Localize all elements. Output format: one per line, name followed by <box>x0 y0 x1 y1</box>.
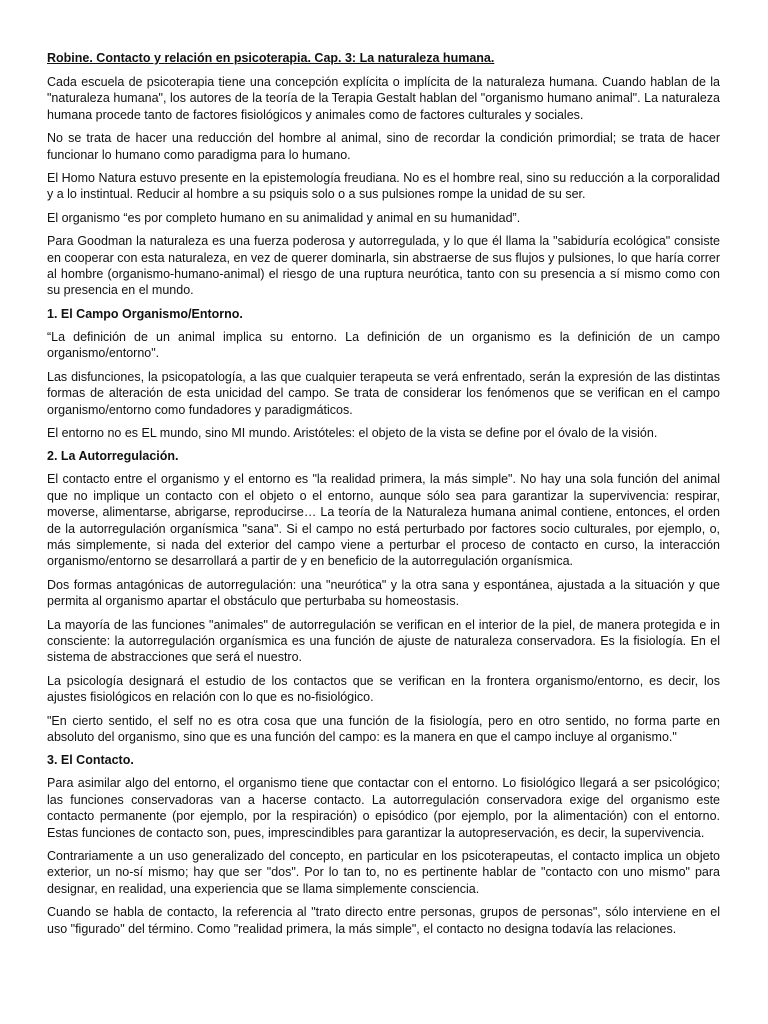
intro-paragraph-1: Cada escuela de psicoterapia tiene una concepción explícita o implícita de la naturaleza humana. Cuando hablan de la "naturaleza humana", los autores de la teoría de la Terapia Gestalt hablan del "organismo humano animal". La naturaleza humana procede tanto de factores fisiológicos y animales como de factores culturales y sociales. <box>47 75 720 122</box>
section-1-paragraph-2: Las disfunciones, la psicopatología, a las que cualquier terapeuta se verá enfrentado, serán la expresión de las distintas formas de alteración de esta unicidad del campo. Se trata de considerar los fenómenos que se verifican en el campo organismo/entorno como fundadores y paradigmáticos. <box>47 369 720 417</box>
section-1-paragraph-3: El entorno no es EL mundo, sino MI mundo. Aristóteles: el objeto de la vista se define por el óvalo de la visión. <box>47 425 658 440</box>
section-2-paragraph-4: La psicología designará el estudio de los contactos que se verifican en la frontera organismo/entorno, es decir, los ajustes fisiológicos en relación con lo que es no-fisiológico. <box>47 673 720 705</box>
intro-paragraph-4: El organismo “es por completo humano en su animalidad y animal en su humanidad”. <box>47 210 521 225</box>
section-2-paragraph-5: "En cierto sentido, el self no es otra cosa que una función de la fisiología, pero en otro sentido, no forma parte en absoluto del organismo, sino que es una función del campo: es la manera en que el campo incluye al organismo." <box>47 713 720 744</box>
intro-paragraph-3: El Homo Natura estuvo presente en la epistemología freudiana. No es el hombre real, sino su reducción a la corporalidad y a lo instintual. Reducir al hombre a su psiquis solo o a sus pulsiones rompe la unidad de su ser. <box>47 171 720 202</box>
document-title: Robine. Contacto y relación en psicoterapia. Cap. 3: La naturaleza humana. <box>47 51 495 65</box>
section-3-paragraph-1: Para asimilar algo del entorno, el organismo tiene que contactar con el entorno. Lo fisiológico llegará a ser psicológico; las funciones conservadoras van a hacerse contacto. La autorregulación conservadora exige del organismo este contacto permanente (por ejemplo, por la respiración) o episódico (por ejemplo, por la alimentación) con el entorno. Estas funciones de contacto son, pues, imprescindibles para garantizar la autopreservación, es decir, la supervivencia. <box>47 776 720 840</box>
section-1-paragraph-1: “La definición de un animal implica su entorno. La definición de un organismo es la definición de un campo organismo/entorno". <box>47 329 720 361</box>
section-1-heading: 1. El Campo Organismo/Entorno. <box>47 306 243 321</box>
section-3-paragraph-2: Contrariamente a un uso generalizado del concepto, en particular en los psicoterapeutas, el contacto implica un objeto exterior, un no-sí mismo; hay que ser "dos". Por lo tan to, no es pertinente hablar de "contacto con uno mismo" para designar, en realidad, una experiencia que se llama simplemente consciencia. <box>47 849 720 896</box>
section-3-heading: 3. El Contacto. <box>47 753 134 768</box>
intro-paragraph-5: Para Goodman la naturaleza es una fuerza poderosa y autorregulada, y lo que él llama la "sabiduría ecológica" consiste en cooperar con esta naturaleza, en vez de querer dominarla, sin abstraerse de sus flujos y pulsiones, lo que haría correr al hombre (organismo-humano-animal) el riesgo de una ruptura neurótica, tanto con su presencia a sí mismo como con su presencia en el mundo. <box>47 234 720 298</box>
section-3-paragraph-3: Cuando se habla de contacto, la referencia al "trato directo entre personas, grupos de personas", sólo interviene en el uso "figurado" del término. Como "realidad primera, la más simple", el contacto no designa todavía las relaciones. <box>47 905 720 936</box>
intro-paragraph-2: No se trata de hacer una reducción del hombre al animal, sino de recordar la condición primordial; se trata de hacer funcionar lo humano como paradigma para lo humano. <box>47 131 720 162</box>
section-2-paragraph-3: La mayoría de las funciones "animales" de autorregulación se verifican en el interior de la piel, de manera protegida e in consciente: la autorregulación organísmica es una función de ajuste de naturaleza conservadora. Es la fisiología. En el sistema de abstracciones que será el nuestro. <box>47 617 720 665</box>
section-2-paragraph-1: El contacto entre el organismo y el entorno es "la realidad primera, la más simple". No hay una sola función del animal que no implique un contacto con el objeto o el entorno, aunque sólo sea para garantizar la supervivencia: respirar, moverse, alimentarse, abrigarse, reproducirse… La teoría de la Naturaleza humana animal contiene, entonces, el orden de la autorregulación organísmica "sana". Si el campo no está perturbado por factores socio culturales, por ejemplo, o, más simplemente, si nada del exterior del campo viene a perturbar el proceso de contacto en curso, la interacción organismo/entorno se desarrollará a partir de y en beneficio de la autorregulación organísmica. <box>47 472 720 569</box>
section-2-heading: 2. La Autorregulación. <box>47 449 179 464</box>
section-2-paragraph-2: Dos formas antagónicas de autorregulación: una "neurótica" y la otra sana y espontánea, ajustada a la situación y que permita al organismo apartar el obstáculo que perturbaba su homeostasis. <box>47 577 720 609</box>
